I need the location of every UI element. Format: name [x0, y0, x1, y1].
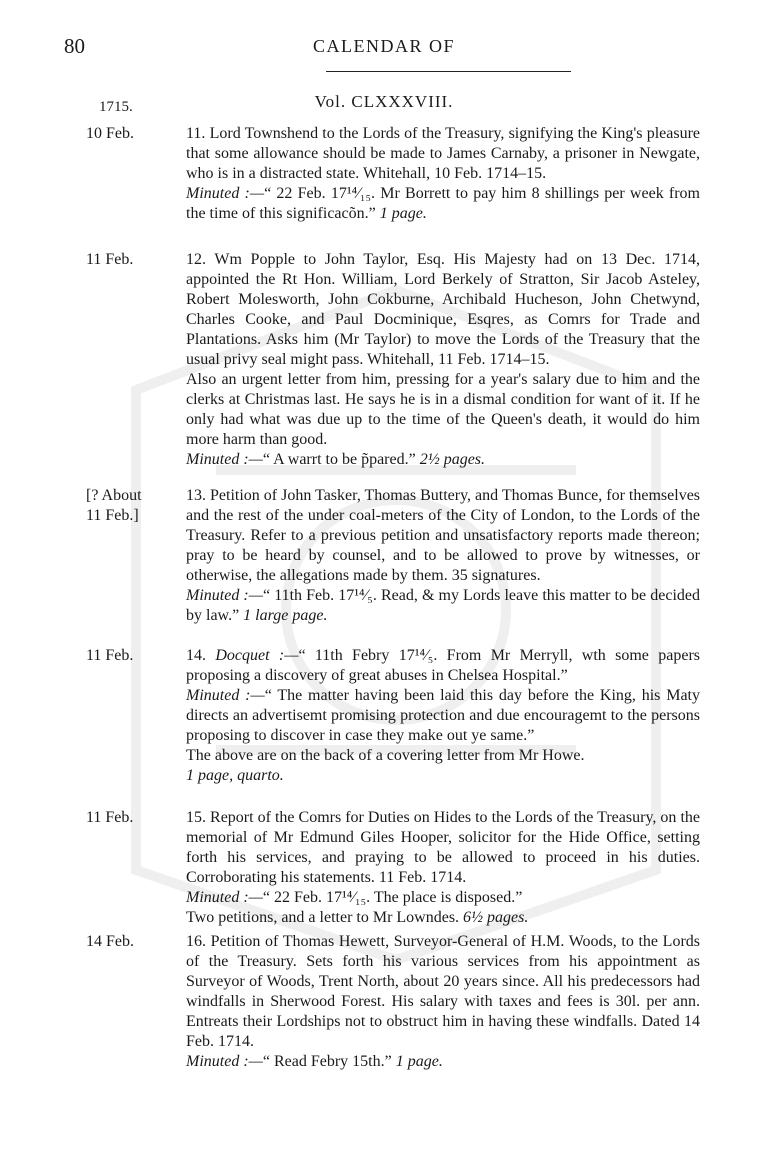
- header-rule: [326, 71, 571, 72]
- running-title: CALENDAR OF: [312, 36, 455, 56]
- entry-date: 11 Feb.: [86, 647, 134, 664]
- entry-date: 11 Feb.: [86, 809, 134, 826]
- minute-text: “ The matter having been laid this day before the King, his Maty directs an advertisemt promising protection and due encouragemt to the persons proposing to discover in case they make out ye same.”: [186, 687, 700, 744]
- entry-text: 11. Lord Townshend to the Lords of the Treasury, signifying the King's pleasure that some allowance should be made to James Carnaby, a prisoner in Newgate, who is in a distracted state. Whitehall, 10 Feb. 1714–15.: [186, 125, 700, 182]
- minute-label: Minuted :—: [186, 185, 265, 202]
- entry-text: 13. Petition of John Tasker, Thomas Buttery, and Thomas Bunce, for themselves and the rest of the under coal-meters of the City of London, to the Lords of the Treasury. Refer to a previous petition and unsatisfactory reports made thereon; pray to be heard by counsel, and to be allowed to prove by witnesses, or otherwise, the allegations made by them. 35 signatures.: [186, 487, 701, 584]
- page-count: 1 large page.: [243, 607, 328, 624]
- entry-text: 15. Report of the Comrs for Duties on Hides to the Lords of the Treasury, on the memorial of Mr Edmund Giles Hooper, solicitor for the Hide Office, setting forth his services, and praying to be allowed to proceed in his duties. Corroborating his statements. 11 Feb. 1714.: [186, 809, 700, 886]
- minute-label: Minuted :—: [186, 587, 263, 604]
- entry-12: [186, 250, 700, 470]
- docquet-label: Docquet :—: [215, 647, 299, 664]
- entry-13: [186, 486, 700, 626]
- minute-text: “ 22 Feb. 17¹⁴⁄₁₅. The place is disposed.”: [262, 889, 523, 906]
- entry-11: [186, 124, 700, 224]
- entry-note: [186, 908, 700, 928]
- docquet: 14. Docquet :—“ 11th Febry 17¹⁴⁄₅. From Mr Merryll, wth some papers proposing a discovery of great abuses in Chelsea Hospital.”: [186, 647, 700, 684]
- entry-text: 16. Petition of Thomas Hewett, Surveyor-General of H.M. Woods, to the Lords of the Treasury. Sets forth his various services from his appointment as Surveyor of Woods, Trent North, about 20 years since. All his predecessors had windfalls in Sherwood Forest. His salary with taxes and fees is 30l. per ann. Entreats their Lordships not to obstruct him in having these windfalls. Dated 14 Feb. 1714.: [186, 933, 700, 1050]
- minute-text: “ Read Febry 15th.”: [262, 1053, 392, 1070]
- entry-15: [186, 808, 700, 928]
- entry-text-continued: Two petitions, and a letter to Mr Lowndes.: [186, 909, 460, 926]
- minute: [186, 1052, 700, 1072]
- volume-heading: Vol. CLXXXVIII.: [314, 92, 454, 111]
- entry-text: 12. Wm Popple to John Taylor, Esq. His Majesty had on 13 Dec. 1714, appointed the Rt Hon. William, Lord Berkely of Stratton, Sir Jacob Asteley, Robert Molesworth, John Cokburne, Archibald Hucheson, John Chetwynd, Charles Cooke, and Paul Docminique, Esqres, as Comrs for Trade and Plantations. Asks him (Mr Taylor) to move the Lords of the Treasury that the usual privy seal might pass. Whitehall, 11 Feb. 1714–15.: [186, 251, 700, 368]
- minute: [186, 586, 700, 626]
- page-count: 1 page, quarto.: [186, 767, 284, 784]
- page-count: 1 page.: [379, 205, 427, 222]
- entry-text-continued: The above are on the back of a covering letter from Mr Howe.: [186, 747, 585, 764]
- year-label: 1715.: [99, 99, 133, 115]
- page-number: 80: [64, 34, 85, 58]
- docquet-text: “ 11th Febry 17¹⁴⁄₅. From Mr Merryll, wth some papers proposing a discovery of great abuses in Chelsea Hospital.”: [186, 647, 700, 684]
- entry-date: 10 Feb.: [86, 125, 134, 142]
- minute-text: “ 11th Feb. 17¹⁴⁄₅. Read, & my Lords leave this matter to be decided by law.”: [186, 587, 701, 624]
- minute-label: Minuted :—: [186, 889, 263, 906]
- minute: [186, 686, 700, 746]
- minute: [186, 184, 700, 224]
- entry-text-continued: Also an urgent letter from him, pressing for a year's salary due to him and the clerks at Christmas last. He says he is in a dismal condition for want of it. If he only had what was due up to the time of the Queen's death, it would do him more harm than good.: [186, 371, 700, 448]
- page-count: 1 page.: [395, 1053, 443, 1070]
- minute-label: Minuted :—: [186, 1053, 263, 1070]
- minute-text: “ A warrt to be p̃pared.”: [262, 451, 416, 468]
- minute-label: Minuted :—: [186, 451, 263, 468]
- entry-date: [? About: [86, 487, 142, 504]
- minute: [186, 450, 700, 470]
- minute: [186, 888, 700, 908]
- minute-label: Minuted :—: [186, 687, 265, 704]
- page-count: 2½ pages.: [419, 451, 486, 468]
- entry-date: 11 Feb.: [86, 251, 134, 268]
- entry-date-continued: 11 Feb.]: [86, 507, 139, 524]
- minute-text: “ 22 Feb. 17¹⁴⁄₁₅. Mr Borrett to pay him 8 shillings per week from the time of this significacõn.”: [186, 185, 701, 222]
- entry-16: [186, 932, 700, 1072]
- entry-date: 14 Feb.: [86, 933, 134, 950]
- page-count: 6½ pages.: [463, 909, 529, 926]
- entry-14: [186, 646, 700, 786]
